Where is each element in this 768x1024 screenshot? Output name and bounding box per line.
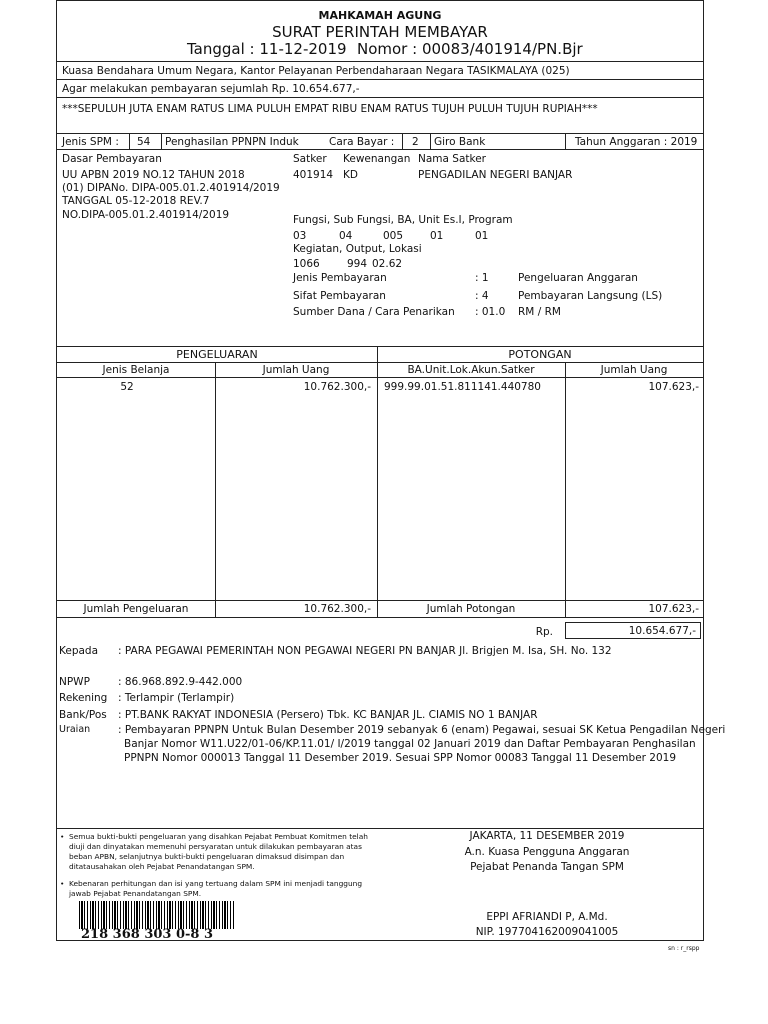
total-net-value: 10.654.677,- [628, 625, 696, 637]
tahun-anggaran: Tahun Anggaran : 2019 [575, 136, 698, 148]
satker-code: 401914 [293, 169, 334, 181]
uraian-line: PPNPN Nomor 000013 Tanggal 11 Desember 2019. Sesuai SPP Nomor 00083 Tanggal 11 Desember 2019 [124, 752, 677, 764]
document-number: Nomor : 00083/401914/PN.Bjr [357, 40, 583, 58]
note-line: jawab Pejabat Penandatangan SPM. [69, 889, 202, 898]
barcode-number: 218 368 303 0-8 3 [81, 927, 214, 942]
signatory-name: EPPI AFRIANDI P, A.Md. [486, 911, 608, 923]
note-line: beban APBN, selanjutnya bukti-bukti pengeluaran dimaksud disimpan dan [69, 852, 345, 861]
dasar-line: UU APBN 2019 NO.12 TAHUN 2018 [62, 169, 245, 181]
sifat-code: : 4 [475, 290, 489, 302]
kegiatan-value: 1066 [293, 258, 320, 270]
sumber-dana: RM / RM [518, 306, 561, 318]
jenis-pembayaran-code: : 1 [475, 272, 489, 284]
dasar-line: TANGGAL 05-12-2018 REV.7 [62, 195, 210, 207]
fungsi-value: 005 [383, 230, 404, 242]
signature-role: Pejabat Penanda Tangan SPM [470, 861, 624, 873]
total-potongan: 107.623,- [648, 603, 699, 615]
jenis-spm-name: Penghasilan PPNPN Induk [165, 136, 299, 148]
institution-name: MAHKAMAH AGUNG [318, 9, 442, 22]
bank-value: : PT.BANK RAKYAT INDONESIA (Persero) Tbk. KC BANJAR JL. CIAMIS NO 1 BANJAR [118, 709, 538, 721]
note-line: Semua bukti-bukti pengeluaran yang disahkan Pejabat Pembuat Komitmen telah [69, 832, 368, 841]
bank-label: Bank/Pos [59, 709, 107, 721]
kegiatan-value: 994 [347, 258, 368, 270]
agar-line: Agar melakukan pembayaran sejumlah Rp. 10.654.677,- [62, 83, 360, 95]
cara-bayar-name: Giro Bank [434, 136, 486, 148]
dasar-line: NO.DIPA-005.01.2.401914/2019 [62, 209, 230, 221]
potongan-header: POTONGAN [508, 348, 572, 361]
nama-satker-header: Nama Satker [418, 153, 486, 165]
sumber-code: : 01.0 [475, 306, 506, 318]
signature-place-date: JAKARTA, 11 DESEMBER 2019 [469, 830, 625, 842]
uraian-line: : Pembayaran PPNPN Untuk Bulan Desember 2019 sebanyak 6 (enam) Pegawai, sesuai SK Ketua Pengadilan Negeri [118, 724, 726, 736]
nama-satker: PENGADILAN NEGERI BANJAR [418, 169, 573, 181]
barcode-image [79, 901, 234, 929]
note-line: Kebenaran perhitungan dan isi yang tertuang dalam SPM ini menjadi tanggung [69, 879, 363, 888]
jenis-pembayaran: Pengeluaran Anggaran [518, 272, 638, 284]
sifat-label: Sifat Pembayaran [293, 290, 386, 302]
dasar-line: (01) DIPANo. DIPA-005.01.2.401914/2019 [62, 182, 280, 194]
kewenangan-code: KD [343, 169, 358, 181]
total-pengeluaran: 10.762.300,- [303, 603, 371, 615]
row-ba-unit: 999.99.01.51.811141.440780 [384, 381, 541, 393]
total-potongan-label: Jumlah Potongan [426, 603, 516, 615]
terbilang-line: ***SEPULUH JUTA ENAM RATUS LIMA PULUH EMPAT RIBU ENAM RATUS TUJUH PULUH TUJUH RUPIAH*** [62, 103, 598, 115]
footer-code: sn : r_rspp [668, 945, 700, 952]
jenis-spm-code: 54 [137, 136, 151, 148]
document-date: Tanggal : 11-12-2019 [187, 40, 347, 58]
cara-bayar-label: Cara Bayar : [329, 136, 395, 148]
fungsi-value: 04 [339, 230, 353, 242]
note-line: diuji dan dinyatakan memenuhi persyaratan untuk dilakukan pembayaran atas [69, 842, 362, 851]
fungsi-value: 01 [430, 230, 444, 242]
row-jenis-belanja: 52 [120, 381, 134, 393]
jenis-spm-label: Jenis SPM : [62, 136, 119, 148]
total-net-box [565, 622, 701, 639]
kepada-value: : PARA PEGAWAI PEMERINTAH NON PEGAWAI NEGERI PN BANJAR Jl. Brigjen M. Isa, SH. No. 132 [118, 645, 612, 657]
uraian-line: Banjar Nomor W11.U22/01-06/KP.11.01/ I/2019 tanggal 02 Januari 2019 dan Daftar Pembayaran Penghasilan [124, 738, 696, 750]
col-jumlah-uang: Jumlah Uang [262, 364, 330, 376]
col-ba-unit: BA.Unit.Lok.Akun.Satker [407, 364, 535, 376]
sumber-label: Sumber Dana / Cara Penarikan [293, 306, 455, 318]
note-line: ditatausahakan oleh Pejabat Penandatangan SPM. [69, 862, 255, 871]
spm-document: MAHKAMAH AGUNG SURAT PERINTAH MEMBAYAR Tanggal : 11-12-2019 Nomor : 00083/401914/PN.Bjr Kuasa Bendahara Umum Negara, Kantor Pelayanan Perbendaharaan Negara TASIKMALAYA (025) Agar melakukan pembayaran sejumlah Rp. 10.654.677,- ***SEPULUH JUTA ENAM RATUS LIMA PULUH EMPAT RIBU ENAM RATUS TUJUH PULUH TUJUH RUPIAH*** Jenis SPM : 54 Penghasilan PPNPN Induk Cara Bayar : 2 Giro Bank Tahun Anggaran : 2019 Dasar Pembayaran UU APBN 2019 NO.12 TAHUN 2018 (01) DIPANo. DIPA-005.01.2.401914/2019 TANGGAL 05-12-2018 REV.7 NO.DIPA-005.01.2.401914/2019 Satker Kewenangan Nama Satker 401914 KD PENGADILAN NEGERI BANJAR Fungsi, Sub Fungsi, BA, Unit Es.I, Program 03 04 005 01 01 Kegiatan, Output, Lokasi 1066 994 02.62 Jenis Pembayaran : 1 Pengeluaran Anggaran Sifat Pembayaran : 4 Pembayaran Langsung (LS) Sumber Dana / Cara Penarikan : 01.0 RM / RM PENGELUARAN POTONGAN Jenis Belanja Jumlah Uang BA.Unit.Lok.Akun.Satker Jumlah Uang 52 10.762.300,- 999.99.01.51.811141.440780 107.623,- Jumlah Pengeluaran 10.762.300,- Jumlah Potongan 107.623,- Rp. 10.654.677,- Kepada : PARA PEGAWAI PEMERINTAH NON PEGAWAI NEGERI PN BANJAR Jl. Brigjen M. Isa, SH. No. 132 NPWP : 86.968.892.9-442.000 Rekening : Terlampir (Terlampir) Bank/Pos : PT.BANK RAKYAT INDONESIA (Persero) Tbk. KC BANJAR JL. CIAMIS NO 1 BANJAR Uraian : Pembayaran PPNPN Untuk Bulan Desember 2019 sebanyak 6 (enam) Pegawai, sesuai SK Ketua Pengadilan Negeri Banjar Nomor W11.U22/01-06/KP.11.01/ I/2019 tanggal 02 Januari 2019 dan Daftar Pembayaran Penghasilan PPNPN Nomor 000013 Tanggal 11 Desember 2019. Sesuai SPP Nomor 00083 Tanggal 11 Desember 2019 • Semua bukti-bukti pengeluaran yang disahkan Pejabat Pembuat Komitmen telah diuji dan dinyatakan memenuhi persyaratan untuk dilakukan pembayaran atas beban APBN, selanjutnya bukti-bukti pengeluaran dimaksud disimpan dan ditatausahakan oleh Pejabat Penandatangan SPM. • Kebenaran perhitungan dan isi yang tertuang dalam SPM ini menjadi tanggung jawab Pejabat Penandatangan SPM. 218 368 303 0-8 3 JAKARTA, 11 DESEMBER 2019 A.n. Kuasa Pengguna Anggaran Pejabat Penanda Tangan SPM EPPI AFRIANDI P, A.Md. NIP. 197704162009041005 [56, 0, 704, 941]
rekening-label: Rekening [59, 692, 108, 704]
npwp-label: NPWP [59, 676, 90, 688]
rp-label: Rp. [535, 626, 553, 638]
pengeluaran-header: PENGELUARAN [176, 348, 258, 361]
kewenangan-header: Kewenangan [343, 153, 411, 165]
jenis-pembayaran-label: Jenis Pembayaran [293, 272, 387, 284]
satker-header: Satker [293, 153, 327, 165]
fungsi-value: 01 [475, 230, 489, 242]
rekening-value: : Terlampir (Terlampir) [118, 692, 235, 704]
total-pengeluaran-label: Jumlah Pengeluaran [83, 603, 189, 615]
signatory-nip: NIP. 197704162009041005 [475, 926, 619, 938]
fungsi-label: Fungsi, Sub Fungsi, BA, Unit Es.I, Program [293, 214, 513, 226]
row-jumlah-potongan: 107.623,- [648, 381, 699, 393]
sifat-pembayaran: Pembayaran Langsung (LS) [518, 290, 663, 302]
row-jumlah-uang: 10.762.300,- [303, 381, 371, 393]
col-jumlah-uang-potongan: Jumlah Uang [600, 364, 668, 376]
col-jenis-belanja: Jenis Belanja [102, 364, 170, 376]
kegiatan-label: Kegiatan, Output, Lokasi [293, 243, 422, 255]
dasar-label: Dasar Pembayaran [62, 153, 162, 165]
npwp-value: : 86.968.892.9-442.000 [118, 676, 243, 688]
uraian-label: Uraian [59, 724, 91, 735]
cara-bayar-code: 2 [412, 136, 419, 148]
signature-an: A.n. Kuasa Pengguna Anggaran [464, 846, 630, 858]
fungsi-value: 03 [293, 230, 307, 242]
kegiatan-value: 02.62 [372, 258, 403, 270]
document-title: SURAT PERINTAH MEMBAYAR [272, 23, 488, 41]
kuasa-line: Kuasa Bendahara Umum Negara, Kantor Pelayanan Perbendaharaan Negara TASIKMALAYA (025) [62, 65, 570, 77]
kepada-label: Kepada [59, 645, 99, 657]
